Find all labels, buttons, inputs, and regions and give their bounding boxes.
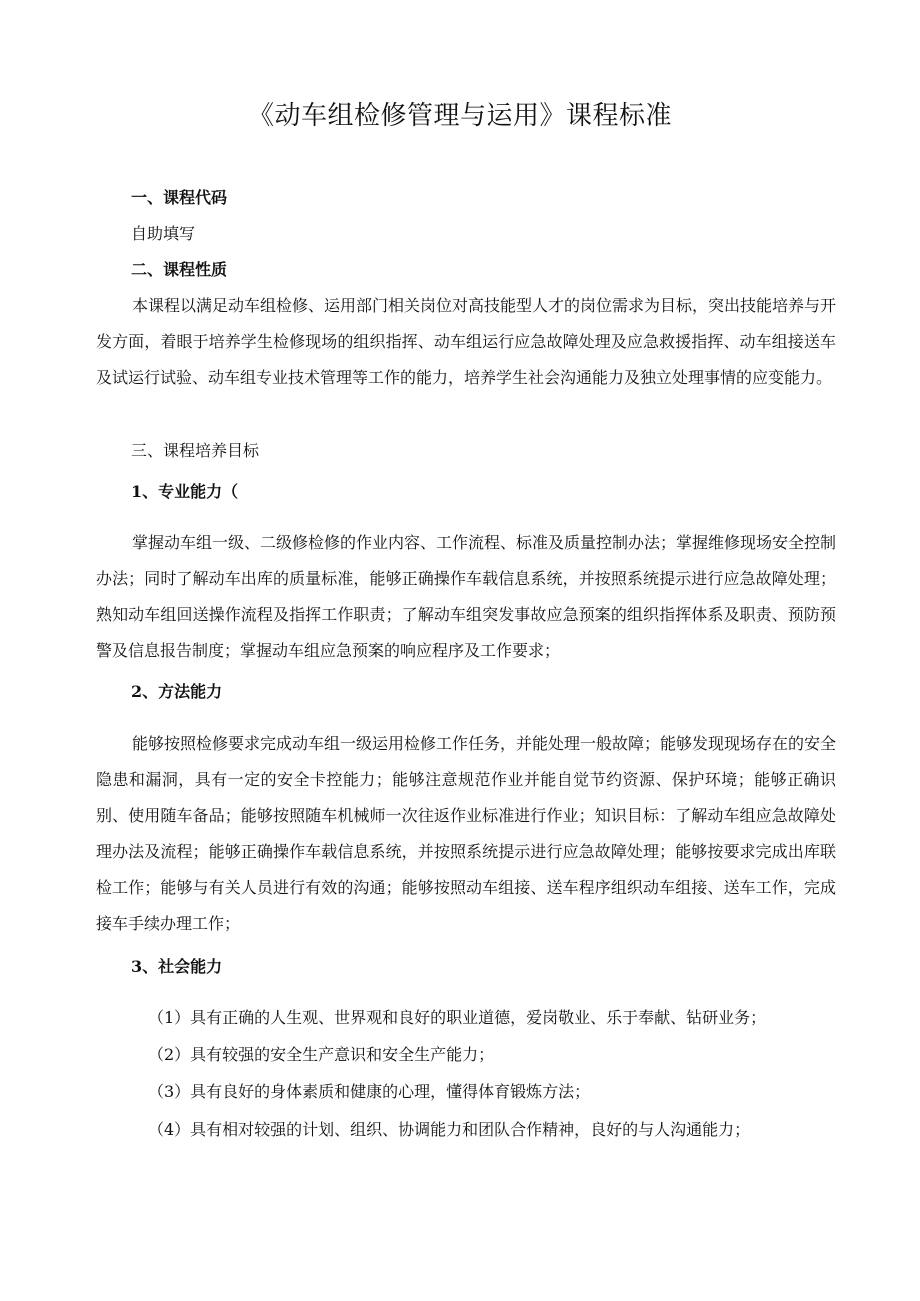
section-heading-training-goals: 三、课程培养目标: [131, 441, 260, 460]
list-item: （1）具有正确的人生观、世界观和良好的职业道德，爱岗敬业、乐于奉献、钻研业务；: [148, 1008, 767, 1027]
subheading-method-ability: 2、方法能力: [131, 682, 223, 701]
course-code-value: 自助填写: [131, 224, 196, 243]
document-title: 《动车组检修管理与运用》课程标准: [247, 101, 672, 131]
method-ability-paragraph: 能够按照检修要求完成动车组一级运用检修工作任务，并能处理一般故障；能够发现现场存在的安全隐患和漏洞，具有一定的安全卡控能力；能够注意规范作业并能自觉节约资源、保护环境；能够正确识别、使用随车备品；能够按照随车机械师一次往返作业标准进行作业；知识目标：了解动车组应急故障处理办法及流程；能够正确操作车载信息系统，并按照系统提示进行应急故障处理；能够按要求完成出库联检工作；能够与有关人员进行有效的沟通；能够按照动车组接、送车程序组织动车组接、送车工作，完成接车手续办理工作；: [96, 734, 837, 933]
subheading-professional-ability: 1、专业能力（: [131, 482, 239, 501]
list-item: （3）具有良好的身体素质和健康的心理，懂得体育锻炼方法；: [148, 1082, 591, 1101]
section-heading-course-code: 一、课程代码: [131, 188, 228, 207]
list-item: （4）具有相对较强的计划、组织、协调能力和团队合作精神，良好的与人沟通能力；: [148, 1120, 751, 1139]
subheading-social-ability: 3、社会能力: [131, 957, 223, 976]
professional-ability-paragraph: 掌握动车组一级、二级修检修的作业内容、工作流程、标准及质量控制办法；掌握维修现场安全控制办法；同时了解动车出库的质量标准，能够正确操作车载信息系统，并按照系统提示进行应急故障处理；熟知动车组回送操作流程及指挥工作职责；了解动车组突发事故应急预案的组织指挥体系及职责、预防预警及信息报告制度；掌握动车组应急预案的响应程序及工作要求；: [96, 533, 837, 660]
section-heading-course-nature: 二、课程性质: [131, 260, 228, 279]
course-nature-paragraph: 本课程以满足动车组检修、运用部门相关岗位对高技能型人才的岗位需求为目标，突出技能培养与开发方面，着眼于培养学生检修现场的组织指挥、动车组运行应急故障处理及应急救援指挥、动车组接送车及试运行试验、动车组专业技术管理等工作的能力，培养学生社会沟通能力及独立处理事情的应变能力。: [96, 296, 837, 387]
list-item: （2）具有较强的安全生产意识和安全生产能力；: [148, 1045, 495, 1064]
